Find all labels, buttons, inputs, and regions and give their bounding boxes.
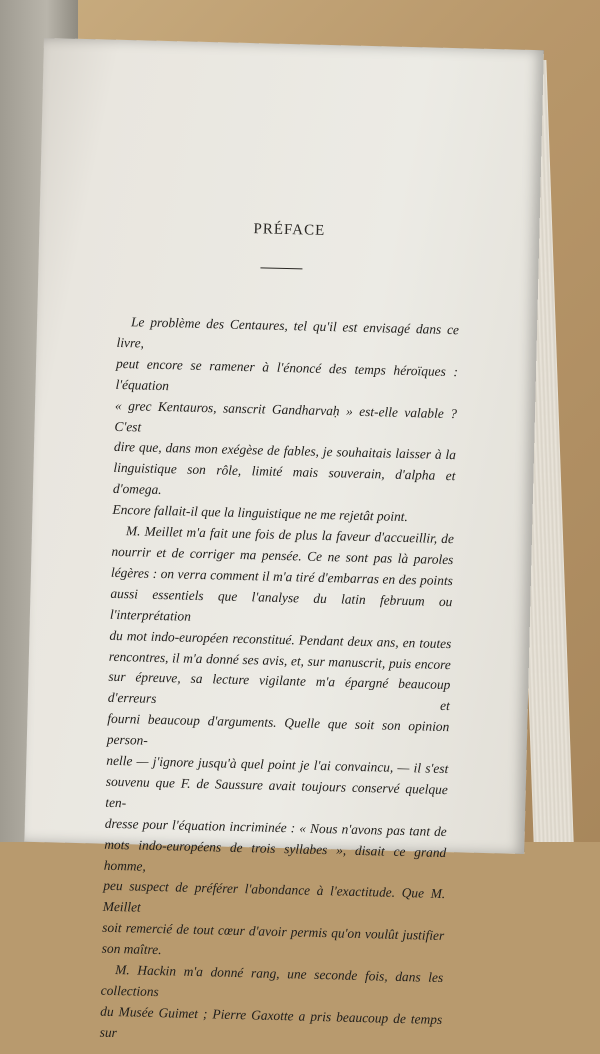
text-line: M. Hackin m'a donné rang, une seconde fois, dans les collections: [100, 962, 444, 1000]
text-line: nelle — j'ignore jusqu'à quel point je l'ai convaincu, — il s'est: [106, 752, 449, 777]
text-line: sur épreuve, sa lecture vigilante m'a épargné beaucoup d'erreurs et: [107, 669, 451, 714]
text-line: « grec Kentauros, sanscrit Gandharvaḥ » est-elle valable ? C'est: [114, 397, 458, 435]
text-line: dire que, dans mon exégèse de fables, je souhaitais laisser à la: [113, 439, 457, 463]
text-line: peut encore se ramener à l'énoncé des temps héroïques : l'équation: [115, 355, 459, 393]
text-line: soit remercié de tout cœur d'avoir permis qu'on voulût justifier: [102, 919, 445, 944]
text-line: dresse pour l'équation incriminée : « Nous n'avons pas tant de: [104, 815, 447, 839]
text-line: peu suspect de préférer l'abondance à l'exactitude. Que M. Meillet: [102, 878, 446, 915]
text-line: Encore fallait-il que la linguistique ne me rejetât point.: [112, 501, 409, 525]
page-title: PRÉFACE: [253, 221, 326, 239]
text-line: du mot indo-européen reconstitué. Pendant deux ans, en toutes: [109, 627, 452, 651]
text-line: Le problème des Centaures, tel qu'il est envisagé dans ce livre,: [116, 314, 460, 351]
text-line: du Musée Guimet ; Pierre Gaxotte a pris beaucoup de temps sur: [99, 1003, 443, 1040]
text-line: mots indo-européens de trois syllabes », disait ce grand homme,: [103, 836, 447, 874]
text-line: son maître.: [101, 940, 162, 958]
text-line: nourrir et de corriger ma pensée. Ce ne sont pas là paroles: [111, 543, 454, 568]
text-line: fourni beaucoup d'arguments. Quelle que soit son opinion person-: [106, 710, 450, 748]
text-line: aussi essentiels que l'analyse du latin februum ou l'interprétation: [109, 585, 453, 624]
text-line: souvenu que F. de Saussure avait toujours conservé quelque ten-: [105, 773, 448, 811]
text-line: linguistique son rôle, limité mais souverain, d'alpha et d'omega.: [112, 460, 456, 498]
book-page: [24, 38, 543, 1040]
title-rule: [260, 267, 302, 269]
text-line: légères : on verra comment il m'a tiré d'embarras en des points: [110, 564, 454, 589]
text-line: rencontres, il m'a donné ses avis, et, sur manuscrit, puis encore: [108, 648, 452, 672]
text-line: M. Meillet m'a fait une fois de plus la faveur d'accueillir, de: [125, 523, 455, 547]
body-text: [99, 312, 459, 1052]
